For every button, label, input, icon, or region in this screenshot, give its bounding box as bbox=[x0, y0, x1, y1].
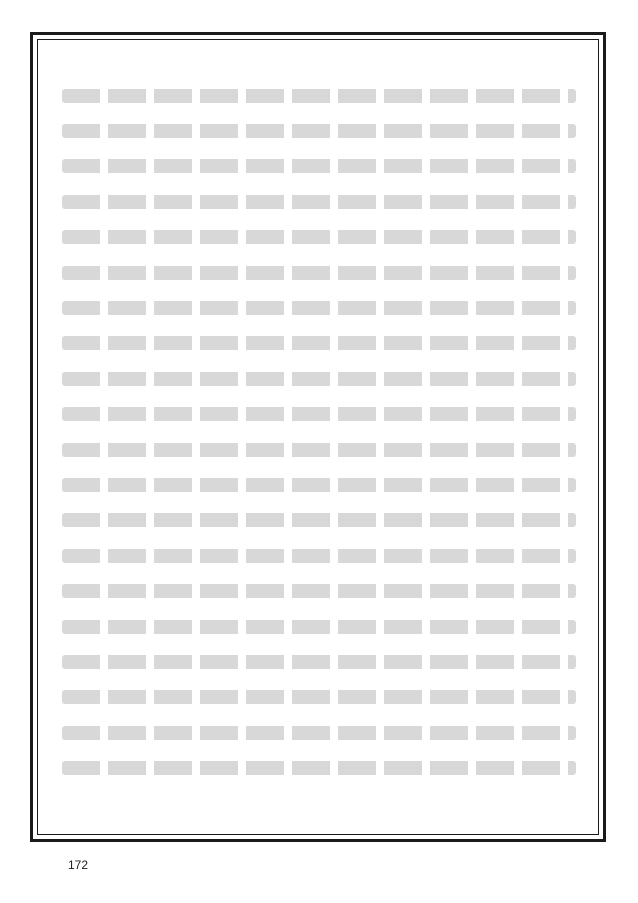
text-line bbox=[62, 432, 576, 467]
body-text bbox=[62, 78, 576, 786]
text-line-placeholder bbox=[62, 690, 576, 704]
text-line bbox=[62, 538, 576, 573]
text-line bbox=[62, 397, 576, 432]
text-line-placeholder bbox=[62, 513, 576, 527]
text-line-placeholder bbox=[62, 549, 576, 563]
text-line bbox=[62, 750, 576, 785]
text-line bbox=[62, 503, 576, 538]
text-line-placeholder bbox=[62, 655, 576, 669]
text-line bbox=[62, 573, 576, 608]
text-line-placeholder bbox=[62, 407, 576, 421]
text-line bbox=[62, 184, 576, 219]
text-line-placeholder bbox=[62, 195, 576, 209]
text-line-placeholder bbox=[62, 620, 576, 634]
text-line bbox=[62, 326, 576, 361]
text-line-placeholder bbox=[62, 726, 576, 740]
text-line-placeholder bbox=[62, 159, 576, 173]
text-line-placeholder bbox=[62, 372, 576, 386]
text-line bbox=[62, 78, 576, 113]
text-line bbox=[62, 644, 576, 679]
text-line bbox=[62, 361, 576, 396]
text-line-placeholder bbox=[62, 336, 576, 350]
text-line-placeholder bbox=[62, 761, 576, 775]
text-line bbox=[62, 680, 576, 715]
text-line-placeholder bbox=[62, 266, 576, 280]
text-line bbox=[62, 609, 576, 644]
text-line-placeholder bbox=[62, 89, 576, 103]
text-line bbox=[62, 467, 576, 502]
text-line-placeholder bbox=[62, 124, 576, 138]
text-line-placeholder bbox=[62, 584, 576, 598]
text-line bbox=[62, 113, 576, 148]
page-number: 172 bbox=[68, 858, 89, 872]
text-line bbox=[62, 290, 576, 325]
text-line bbox=[62, 149, 576, 184]
text-line bbox=[62, 220, 576, 255]
text-line-placeholder bbox=[62, 230, 576, 244]
text-line-placeholder bbox=[62, 478, 576, 492]
text-line bbox=[62, 255, 576, 290]
text-line bbox=[62, 715, 576, 750]
text-line-placeholder bbox=[62, 301, 576, 315]
text-line-placeholder bbox=[62, 443, 576, 457]
